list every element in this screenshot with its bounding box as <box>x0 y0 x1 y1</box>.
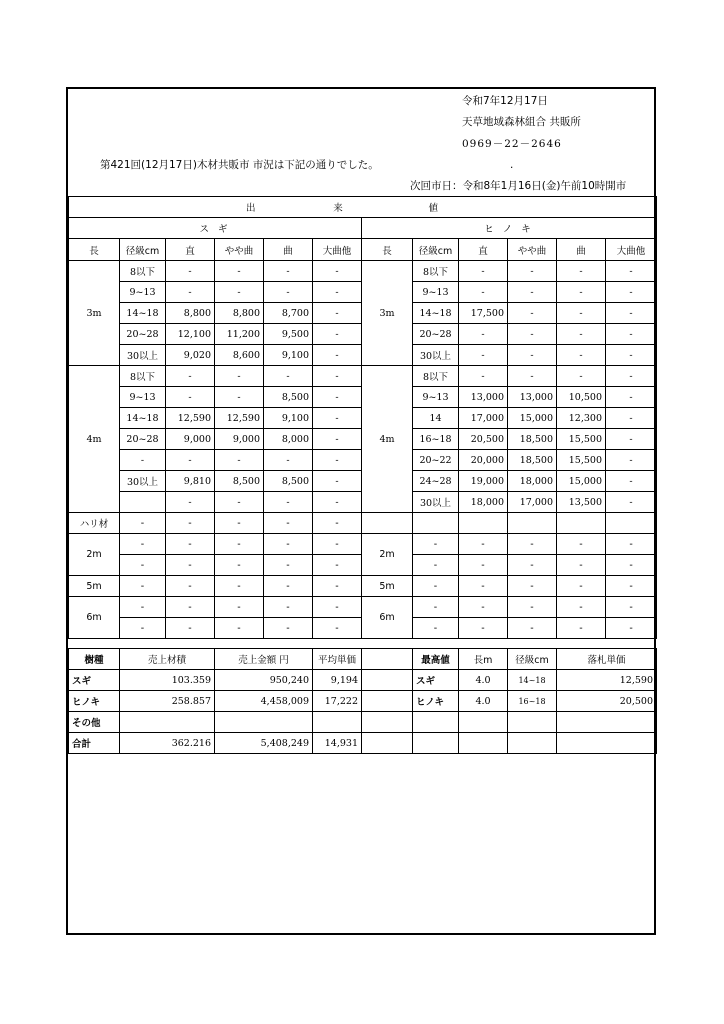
dash-cell: - <box>413 576 459 597</box>
price-cell: - <box>215 387 264 408</box>
price-cell: - <box>313 492 362 513</box>
price-cell: 17,000 <box>459 408 508 429</box>
price-cell: 18,000 <box>459 492 508 513</box>
price-cell: - <box>508 366 557 387</box>
price-cell: - <box>508 282 557 303</box>
dash-cell: - <box>557 576 606 597</box>
dash-cell: - <box>413 555 459 576</box>
summary-header: 売上材積 <box>120 649 215 670</box>
max-price: 12,590 <box>557 670 657 691</box>
price-cell: - <box>313 345 362 366</box>
price-cell: 18,500 <box>508 429 557 450</box>
dash-cell: - <box>508 576 557 597</box>
price-cell: - <box>264 261 313 282</box>
dash-cell: - <box>413 534 459 555</box>
length-cell: 3m <box>362 261 413 366</box>
empty-cell <box>362 712 413 733</box>
diameter-cell: 30以上 <box>413 345 459 366</box>
dash-cell: - <box>459 534 508 555</box>
organization-name: 天草地域森林組合 共販所 <box>462 116 581 128</box>
column-header-row <box>69 239 657 261</box>
diameter-cell: 9~13 <box>413 387 459 408</box>
table-row <box>69 261 657 282</box>
price-cell: 8,800 <box>166 303 215 324</box>
dash-cell: - <box>264 513 313 534</box>
price-cell: 12,100 <box>166 324 215 345</box>
sales-volume: 258.857 <box>120 691 215 712</box>
diameter-cell: 20~28 <box>120 324 166 345</box>
price-cell: - <box>264 450 313 471</box>
price-cell: - <box>313 366 362 387</box>
price-cell: 8,500 <box>215 471 264 492</box>
price-cell: 17,500 <box>459 303 508 324</box>
price-cell: - <box>557 282 606 303</box>
price-cell: - <box>557 303 606 324</box>
price-cell: - <box>508 261 557 282</box>
average-price <box>313 712 362 733</box>
summary-row <box>69 691 657 712</box>
column-header: やや曲 <box>215 239 264 261</box>
price-cell: - <box>606 366 657 387</box>
price-cell: 8,000 <box>264 429 313 450</box>
dash-cell: - <box>313 597 362 618</box>
price-cell: - <box>606 492 657 513</box>
price-cell: - <box>557 366 606 387</box>
summary-header: 長m <box>459 649 508 670</box>
dash-cell: - <box>413 618 459 639</box>
dash-cell: - <box>313 534 362 555</box>
price-cell: 20,000 <box>459 450 508 471</box>
empty-cell <box>362 649 413 670</box>
length-cell: 3m <box>69 261 120 366</box>
max-length <box>459 733 508 754</box>
empty-cell <box>362 691 413 712</box>
price-cell: 18,000 <box>508 471 557 492</box>
price-table <box>68 196 657 639</box>
diameter-cell: 30以上 <box>120 345 166 366</box>
column-header: 径級cm <box>413 239 459 261</box>
price-cell: - <box>264 492 313 513</box>
market-summary-note: 第421回(12月17日)木材共販市 市況は下記の通りでした。 <box>100 159 379 171</box>
table-row <box>69 366 657 387</box>
price-cell: - <box>313 303 362 324</box>
summary-header: 樹種 <box>69 649 120 670</box>
dash-cell: - <box>120 576 166 597</box>
average-price: 17,222 <box>313 691 362 712</box>
table-row <box>69 534 657 555</box>
sales-volume: 103.359 <box>120 670 215 691</box>
diameter-cell: 14~18 <box>413 303 459 324</box>
price-cell: - <box>166 387 215 408</box>
price-cell: - <box>313 387 362 408</box>
price-cell: 20,500 <box>459 429 508 450</box>
dash-cell: - <box>166 618 215 639</box>
decorative-dot: . <box>510 159 514 171</box>
price-cell: - <box>606 261 657 282</box>
price-cell: 15,000 <box>508 408 557 429</box>
title-row <box>69 197 657 218</box>
price-cell: 9,000 <box>166 429 215 450</box>
summary-header-row <box>69 649 657 670</box>
dash-cell: - <box>166 555 215 576</box>
sales-amount <box>215 712 313 733</box>
price-cell: - <box>557 345 606 366</box>
empty-cell <box>459 513 508 534</box>
price-cell: 10,500 <box>557 387 606 408</box>
diameter-cell: 20~28 <box>120 429 166 450</box>
price-cell: 12,300 <box>557 408 606 429</box>
price-cell: 18,500 <box>508 450 557 471</box>
length-cell: 5m <box>362 576 413 597</box>
dash-cell: - <box>557 534 606 555</box>
dash-cell: - <box>264 597 313 618</box>
price-cell: 12,590 <box>166 408 215 429</box>
diameter-cell: 14 <box>413 408 459 429</box>
price-cell: - <box>313 429 362 450</box>
dash-cell: - <box>215 534 264 555</box>
price-cell: 9,100 <box>264 345 313 366</box>
dash-cell: - <box>459 555 508 576</box>
sales-amount: 4,458,009 <box>215 691 313 712</box>
price-cell: - <box>508 303 557 324</box>
empty-cell <box>606 513 657 534</box>
diameter-cell: 9~13 <box>120 387 166 408</box>
price-cell: - <box>264 282 313 303</box>
dash-cell: - <box>120 618 166 639</box>
dash-cell: - <box>508 618 557 639</box>
price-cell: 13,500 <box>557 492 606 513</box>
report-date: 令和7年12月17日 <box>462 95 548 107</box>
dash-cell: - <box>459 618 508 639</box>
length-cell: 4m <box>362 366 413 513</box>
market-report-sheet <box>66 87 656 935</box>
summary-row <box>69 670 657 691</box>
dash-cell: - <box>166 513 215 534</box>
column-header: 直 <box>166 239 215 261</box>
summary-header: 売上金額 円 <box>215 649 313 670</box>
price-cell: - <box>606 450 657 471</box>
price-cell: 9,100 <box>264 408 313 429</box>
max-length: 4.0 <box>459 691 508 712</box>
price-cell: - <box>606 471 657 492</box>
price-cell: - <box>215 492 264 513</box>
price-cell: - <box>606 387 657 408</box>
dash-cell: - <box>313 618 362 639</box>
price-cell: - <box>557 324 606 345</box>
price-cell: - <box>313 324 362 345</box>
dash-cell: - <box>606 534 657 555</box>
dash-cell: - <box>413 597 459 618</box>
hari-row <box>69 513 657 534</box>
length-cell: 2m <box>69 534 120 576</box>
price-cell: 8,500 <box>264 471 313 492</box>
price-cell: - <box>264 366 313 387</box>
title-cell: 出 <box>69 197 264 218</box>
dash-cell: - <box>120 597 166 618</box>
dash-cell: - <box>215 555 264 576</box>
column-header: やや曲 <box>508 239 557 261</box>
sales-summary-table <box>68 648 657 754</box>
diameter-cell: 14~18 <box>120 408 166 429</box>
price-cell: 13,000 <box>459 387 508 408</box>
price-cell: - <box>166 366 215 387</box>
summary-header: 最高値 <box>413 649 459 670</box>
species-row <box>69 218 657 239</box>
dash-cell: - <box>264 576 313 597</box>
price-cell: - <box>508 345 557 366</box>
price-cell: - <box>606 408 657 429</box>
diameter-cell: 30以上 <box>413 492 459 513</box>
price-cell: - <box>606 282 657 303</box>
dash-cell: - <box>264 618 313 639</box>
dash-cell: - <box>264 555 313 576</box>
sales-volume: 362.216 <box>120 733 215 754</box>
empty-cell <box>362 733 413 754</box>
price-cell: - <box>508 324 557 345</box>
dash-cell: - <box>508 555 557 576</box>
dash-cell: - <box>606 555 657 576</box>
price-cell: - <box>215 366 264 387</box>
price-cell: - <box>459 282 508 303</box>
price-cell: 12,590 <box>215 408 264 429</box>
column-header: 大曲他 <box>313 239 362 261</box>
price-cell: - <box>166 261 215 282</box>
dash-cell: - <box>557 618 606 639</box>
price-cell: 9,000 <box>215 429 264 450</box>
diameter-cell: 8以下 <box>120 366 166 387</box>
dash-cell: - <box>166 597 215 618</box>
dash-cell: - <box>606 597 657 618</box>
price-cell: 9,500 <box>264 324 313 345</box>
average-price: 9,194 <box>313 670 362 691</box>
max-diameter <box>508 712 557 733</box>
dash-cell: - <box>215 618 264 639</box>
dash-cell: - <box>215 576 264 597</box>
max-price: 20,500 <box>557 691 657 712</box>
dash-cell: - <box>606 618 657 639</box>
price-cell: - <box>459 324 508 345</box>
summary-header: 径級cm <box>508 649 557 670</box>
price-cell: - <box>166 450 215 471</box>
price-cell: 17,000 <box>508 492 557 513</box>
dash-cell: - <box>264 534 313 555</box>
price-cell: 11,200 <box>215 324 264 345</box>
length-cell: 2m <box>362 534 413 576</box>
price-cell: 8,600 <box>215 345 264 366</box>
empty-cell <box>362 670 413 691</box>
dash-cell: - <box>120 513 166 534</box>
price-cell: - <box>313 408 362 429</box>
column-header: 大曲他 <box>606 239 657 261</box>
dash-cell: - <box>508 597 557 618</box>
dash-cell: - <box>508 534 557 555</box>
summary-header: 平均単価 <box>313 649 362 670</box>
species-name: 合計 <box>69 733 120 754</box>
diameter-cell: 30以上 <box>120 471 166 492</box>
price-cell: - <box>166 492 215 513</box>
price-cell: - <box>313 471 362 492</box>
price-cell: - <box>557 261 606 282</box>
table-row <box>69 597 657 618</box>
price-cell: - <box>459 345 508 366</box>
max-species <box>413 733 459 754</box>
price-cell: 8,800 <box>215 303 264 324</box>
title-cell: 値 <box>413 197 657 218</box>
dash-cell: - <box>120 555 166 576</box>
price-cell: - <box>606 303 657 324</box>
length-cell: ハリ材 <box>69 513 120 534</box>
dash-cell: - <box>313 576 362 597</box>
average-price: 14,931 <box>313 733 362 754</box>
summary-header: 落札単価 <box>557 649 657 670</box>
price-cell: 15,500 <box>557 429 606 450</box>
price-cell: 9,020 <box>166 345 215 366</box>
diameter-cell: 16~18 <box>413 429 459 450</box>
price-cell: 8,700 <box>264 303 313 324</box>
price-cell: - <box>215 261 264 282</box>
price-cell: - <box>313 450 362 471</box>
column-header: 直 <box>459 239 508 261</box>
max-species <box>413 712 459 733</box>
dash-cell: - <box>215 597 264 618</box>
length-cell: 6m <box>362 597 413 639</box>
dash-cell: - <box>166 576 215 597</box>
summary-row <box>69 733 657 754</box>
diameter-cell: 14~18 <box>120 303 166 324</box>
dash-cell: - <box>557 555 606 576</box>
species-sugi: ス ギ <box>69 218 362 239</box>
max-diameter: 16~18 <box>508 691 557 712</box>
diameter-cell: 20~28 <box>413 324 459 345</box>
max-price <box>557 733 657 754</box>
price-cell: 15,500 <box>557 450 606 471</box>
dash-cell: - <box>120 534 166 555</box>
diameter-cell: 8以下 <box>120 261 166 282</box>
column-header: 曲 <box>264 239 313 261</box>
empty-cell <box>413 513 459 534</box>
diameter-cell <box>120 492 166 513</box>
price-cell: - <box>606 345 657 366</box>
diameter-cell: 9~13 <box>413 282 459 303</box>
diameter-cell: 8以下 <box>413 366 459 387</box>
dash-cell: - <box>313 513 362 534</box>
species-name: ヒノキ <box>69 691 120 712</box>
max-diameter <box>508 733 557 754</box>
dash-cell: - <box>606 576 657 597</box>
dash-cell: - <box>215 513 264 534</box>
price-cell: 8,500 <box>264 387 313 408</box>
price-cell: - <box>606 324 657 345</box>
column-header: 径級cm <box>120 239 166 261</box>
price-cell: 19,000 <box>459 471 508 492</box>
empty-cell <box>362 513 413 534</box>
max-species: スギ <box>413 670 459 691</box>
max-species: ヒノキ <box>413 691 459 712</box>
dash-cell: - <box>313 555 362 576</box>
sales-volume <box>120 712 215 733</box>
sales-amount: 950,240 <box>215 670 313 691</box>
max-diameter: 14~18 <box>508 670 557 691</box>
diameter-cell: 20~22 <box>413 450 459 471</box>
max-length: 4.0 <box>459 670 508 691</box>
price-cell: - <box>215 450 264 471</box>
diameter-cell: 9~13 <box>120 282 166 303</box>
dash-cell: - <box>459 576 508 597</box>
dash-cell: - <box>459 597 508 618</box>
length-cell: 5m <box>69 576 120 597</box>
column-header: 長 <box>69 239 120 261</box>
length-cell: 6m <box>69 597 120 639</box>
price-cell: - <box>313 261 362 282</box>
diameter-cell: 24~28 <box>413 471 459 492</box>
price-cell: 9,810 <box>166 471 215 492</box>
price-cell: - <box>313 282 362 303</box>
price-cell: - <box>166 282 215 303</box>
price-cell: - <box>606 429 657 450</box>
price-cell: - <box>459 261 508 282</box>
empty-cell <box>508 513 557 534</box>
dash-cell: - <box>166 534 215 555</box>
summary-row <box>69 712 657 733</box>
column-header: 長 <box>362 239 413 261</box>
max-length <box>459 712 508 733</box>
diameter-cell: - <box>120 450 166 471</box>
dash-cell: - <box>557 597 606 618</box>
diameter-cell: 8以下 <box>413 261 459 282</box>
empty-cell <box>557 513 606 534</box>
next-market-date: 次回市日：令和8年1月16日(金)午前10時開市 <box>410 180 627 192</box>
title-cell: 来 <box>264 197 413 218</box>
max-price <box>557 712 657 733</box>
species-hinoki: ヒ ノ キ <box>362 218 657 239</box>
price-cell: 13,000 <box>508 387 557 408</box>
price-cell: - <box>215 282 264 303</box>
column-header: 曲 <box>557 239 606 261</box>
species-name: その他 <box>69 712 120 733</box>
sales-amount: 5,408,249 <box>215 733 313 754</box>
price-cell: 15,000 <box>557 471 606 492</box>
table-row <box>69 576 657 597</box>
phone-number: 0969－22－2646 <box>462 138 562 150</box>
price-cell: - <box>459 366 508 387</box>
species-name: スギ <box>69 670 120 691</box>
length-cell: 4m <box>69 366 120 513</box>
